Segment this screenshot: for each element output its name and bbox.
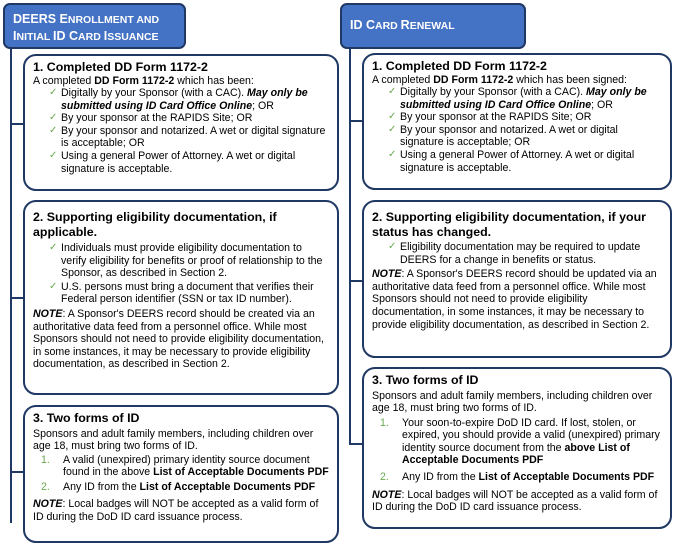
header-text: R	[400, 18, 410, 32]
item-text: ; OR	[252, 99, 274, 112]
list-item	[39, 481, 329, 494]
item-text: By your sponsor and notarized. A wet or digital signature is acceptable; OR	[61, 124, 326, 150]
list-item	[49, 150, 329, 175]
check-mark-icon: ✓	[388, 149, 397, 161]
card-title: 1. Completed DD Form 1172-2	[33, 60, 208, 74]
header-text: I	[13, 29, 17, 43]
intro-text: A completed	[33, 74, 95, 87]
note	[33, 308, 329, 371]
item-text: Using a general Power of Attorney. A wet or digital signature is acceptable.	[400, 149, 635, 174]
list-number: 2.	[41, 480, 50, 493]
header-text: NITIAL	[16, 31, 54, 43]
header-text: ID C	[53, 29, 79, 43]
left-connector-card2	[10, 297, 24, 299]
note-label: NOTE	[33, 498, 63, 511]
form-name: DD Form 1172-2	[94, 74, 175, 87]
list-item	[49, 112, 329, 125]
item-text: U.S. persons must bring a document that verifies their Federal person identifier (SSN or tax ID number).	[61, 280, 314, 306]
item-text: A valid (unexpired) primary identity source document found in the above	[63, 453, 310, 479]
list-number: 1.	[380, 416, 389, 429]
check-mark-icon: ✓	[388, 111, 397, 123]
list-number: 2.	[380, 471, 389, 484]
list-item	[378, 471, 662, 484]
intro-text: which has been:	[174, 74, 254, 87]
right-card-eligibility	[362, 200, 672, 358]
item-emphasis: May only be submitted using ID Card Office Online	[61, 87, 308, 112]
check-mark-icon: ✓	[388, 86, 397, 98]
list-item	[49, 125, 329, 150]
intro-text: A completed	[372, 73, 434, 86]
list-item	[49, 87, 329, 112]
document-list-link[interactable]: List of Acceptable Documents PDF	[153, 466, 329, 479]
check-mark-icon: ✓	[49, 124, 58, 136]
list-item	[388, 124, 662, 149]
header-text: I	[103, 29, 108, 43]
document-list-link[interactable]: above List of Acceptable Documents PDF	[402, 441, 630, 467]
requirement-list	[33, 87, 329, 175]
item-text: Digitally by your Sponsor (with a CAC).	[61, 87, 248, 100]
item-text: Digitally by your Sponsor (with a CAC).	[400, 86, 587, 99]
left-connector-card3	[10, 471, 24, 473]
list-item	[49, 281, 329, 306]
right-connector-card2	[349, 280, 362, 282]
check-mark-icon: ✓	[49, 112, 58, 124]
right-card-dd-form	[362, 53, 672, 190]
card-title: 2. Supporting eligibility documentation, if applicable.	[33, 210, 277, 239]
note-text: : Local badges will NOT be accepted as a valid form of ID during the DoD ID card issuance process.	[33, 498, 319, 524]
check-mark-icon: ✓	[388, 241, 397, 252]
document-list-link[interactable]: List of Acceptable Documents PDF	[478, 471, 655, 484]
list-item	[388, 111, 662, 124]
form-name: DD Form 1172-2	[433, 73, 514, 86]
list-item	[39, 454, 329, 479]
id-list	[33, 454, 329, 494]
document-list-link[interactable]: List of Acceptable Documents PDF	[139, 480, 316, 493]
header-text: ARD	[375, 20, 401, 32]
item-text: ; OR	[591, 98, 613, 111]
card-intro	[372, 74, 662, 87]
header-text: DEERS E	[13, 12, 68, 26]
right-connector-card3	[349, 443, 362, 445]
card-intro: Sponsors and adult family members, including children over age 18, must bring two forms of ID.	[33, 427, 314, 453]
note-text: : A Sponsor's DEERS record should be created via an authoritative data feed from a personnel office. While most Sponsors should not need to provide eligibility documentation, in some instances, it may be necessary to provide eligibility documentation, as described in Section 2.	[33, 307, 324, 371]
header-text: ID C	[350, 18, 375, 32]
check-mark-icon: ✓	[49, 150, 58, 162]
note-text: : Local badges will NOT be accepted as a valid form of ID during the DoD ID card issuance process.	[372, 488, 658, 514]
requirement-list	[33, 242, 329, 306]
list-item	[388, 86, 662, 111]
card-intro	[33, 75, 329, 88]
left-card-dd-form	[23, 54, 339, 191]
item-text: Using a general Power of Attorney. A wet or digital signature is acceptable.	[61, 150, 296, 175]
item-text: Individuals must provide eligibility documentation to verify eligibility for benefits or proof of relationship to the Sponsor, as described in Section 2.	[61, 242, 323, 280]
requirement-list	[372, 241, 662, 266]
right-connector-vertical	[349, 48, 351, 445]
header-text: NROLLMENT AND	[67, 14, 160, 26]
item-emphasis: May only be submitted using ID Card Office Online	[400, 86, 647, 111]
item-text: Any ID from the	[402, 471, 479, 484]
list-number: 1.	[41, 453, 50, 466]
check-mark-icon: ✓	[388, 123, 397, 135]
item-text: By your sponsor at the RAPIDS Site; OR	[400, 111, 592, 124]
card-title: 3. Two forms of ID	[33, 411, 140, 425]
item-text: Your soon-to-expire DoD ID card. If lost, stolen, or expired, you should provide a valid (unexpired) primary identity source document from the	[402, 416, 660, 454]
item-text: Eligibility documentation may be required to update DEERS for a change in benefits or status.	[400, 241, 641, 266]
list-item	[49, 242, 329, 280]
note-label: NOTE	[372, 268, 402, 281]
intro-text: which has been signed:	[513, 73, 627, 86]
card-title: 3. Two forms of ID	[372, 373, 479, 387]
id-list	[372, 417, 662, 484]
note	[372, 489, 662, 514]
note-label: NOTE	[33, 307, 63, 320]
requirement-list	[372, 86, 662, 174]
note	[33, 498, 329, 523]
list-item	[388, 149, 662, 174]
left-card-eligibility	[23, 200, 339, 395]
right-card-two-forms-id	[362, 367, 672, 529]
list-item	[388, 241, 662, 266]
header-text: ARD	[78, 31, 104, 43]
item-text: Any ID from the	[63, 480, 140, 493]
header-line-1	[13, 11, 176, 28]
note-label: NOTE	[372, 488, 402, 501]
check-mark-icon: ✓	[49, 242, 58, 253]
header-text: ENEWAL	[409, 20, 455, 32]
check-mark-icon: ✓	[49, 87, 58, 99]
left-connector-vertical	[10, 48, 12, 523]
header-line-2	[13, 28, 176, 45]
item-text: By your sponsor at the RAPIDS Site; OR	[61, 112, 253, 125]
id-card-renewal-header	[340, 3, 526, 49]
card-intro: Sponsors and adult family members, including children over age 18, must bring two forms of ID.	[372, 389, 653, 415]
left-card-two-forms-id	[23, 405, 339, 543]
card-title: 2. Supporting eligibility documentation, if your status has changed.	[372, 210, 646, 239]
note	[372, 268, 662, 331]
check-mark-icon: ✓	[49, 280, 58, 292]
item-text: By your sponsor and notarized. A wet or digital signature is acceptable; OR	[400, 123, 618, 149]
header-text: SSUANCE	[107, 31, 159, 43]
list-item	[378, 417, 662, 467]
right-connector-card1	[349, 120, 362, 122]
card-title: 1. Completed DD Form 1172-2	[372, 59, 547, 73]
left-connector-card1	[10, 123, 24, 125]
note-text: : A Sponsor's DEERS record should be updated via an authoritative data feed from a personnel office. While most Sponsors should not need to provide eligibility documentation, in some instances, it may be necessary to provide eligibility documentation, as described in Section 2.	[372, 268, 657, 331]
enrollment-issuance-header	[3, 3, 186, 49]
